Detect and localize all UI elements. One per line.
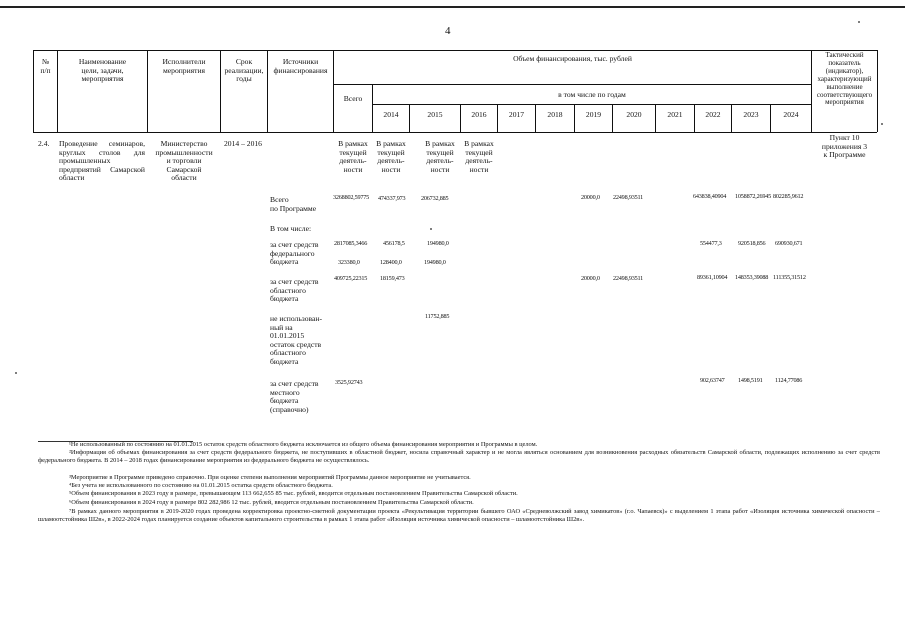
header-year: 2019	[585, 110, 602, 119]
value-fed-2014-b: 128400,0	[380, 259, 402, 266]
header-year: 2017	[508, 110, 525, 119]
footnote: ²Информация об объемах финансирования за счет средств федерального бюджета, не поступивших в областной бюджет, носила справочный характер и не могла являться основанием для возникновения расходных обязательств Самарской области, подлежащих исполнению за счет средств федерального бюджета. В 2014 – 2018 годах финансирование мероприятия из федерального бюджета не осуществлялось.	[38, 449, 880, 465]
header-year: 2020	[626, 110, 642, 119]
footnote: ³Мероприятие в Программе приведено справочно. При оценке степени выполнения мероприятий Программы данное мероприятие не учитывается.	[69, 474, 471, 481]
header-source: Источники финансирования	[273, 57, 328, 75]
header-num: № п/п	[40, 57, 51, 75]
value-fed-2023: 920518,856	[738, 240, 766, 247]
footnote: ⁴Без учета не использованного по состоянию на 01.01.2015 остатка средств областного бюджета.	[69, 482, 333, 489]
value-total-all: 3268802,59775	[333, 194, 370, 201]
row-name: Проведение семинаров, круглых столов для промышленных предприятий Самарской области	[59, 139, 145, 182]
header-term: Срок реализации, годы	[224, 57, 264, 83]
header-year: 2014	[383, 110, 399, 119]
source-local: за счет средств местного бюджета (справочно)	[270, 379, 319, 414]
header-year: 2023	[743, 110, 759, 119]
scan-speck	[881, 123, 883, 125]
header-name: Наименование цели, задачи, мероприятия	[78, 57, 127, 83]
source-total: Всего по Программе	[270, 195, 317, 213]
value-fed-2022: 554477,3	[700, 240, 722, 247]
source-regional: за счет средств областного бюджета	[270, 277, 319, 303]
source-including: В том числе:	[270, 224, 312, 233]
scan-speck	[858, 21, 860, 23]
value-total-2024: 802285,9612	[773, 193, 804, 200]
row-note-2016: В рамках текущей деятель- ности	[464, 139, 494, 174]
value-local-all: 3525,92743	[335, 379, 363, 386]
header-year: 2015	[427, 110, 443, 119]
value-total-2020: 22498,93511	[613, 194, 644, 201]
value-total-2014: 474337,973	[378, 195, 406, 202]
value-local-2023: 1498,5191	[738, 377, 763, 384]
value-local-2024: 1124,77086	[775, 377, 803, 384]
top-border-line	[0, 6, 905, 8]
value-reg-2014: 18159,473	[380, 275, 405, 282]
value-unused-2015: 11752,885	[425, 313, 450, 320]
row-term: 2014 – 2016	[224, 139, 262, 148]
header-years-group: в том числе по годам	[558, 90, 626, 99]
header-year: 2021	[667, 110, 683, 119]
value-reg-2019: 20000,0	[581, 275, 600, 282]
value-total-2022: 643838,40904	[693, 193, 727, 200]
value-total-2019: 20000,0	[581, 194, 600, 201]
footnote: ⁵Объем финансирования в 2023 году в размере, превышающем 113 662,655 85 тыс. рублей, вводится отдельным постановлением Правительства Самарской области.	[69, 490, 518, 497]
row-executor: Министерство промышленности и торговли Самарской области	[155, 139, 213, 182]
page-number: 4	[445, 25, 451, 37]
row-note-2014: В рамках текущей деятель- ности	[376, 139, 406, 174]
value-reg-2022: 89361,10904	[697, 274, 728, 281]
header-volume: Объем финансирования, тыс. рублей	[513, 54, 632, 63]
row-number: 2.4.	[38, 139, 50, 148]
value-fed-2015-b: 194980,0	[424, 259, 446, 266]
footnote: ¹Не использованный по состоянию на 01.01.2015 остаток средств областного бюджета исключается из общего объема финансирования мероприятия и Программы в целом.	[69, 441, 538, 448]
value-total-2023: 1058872,26945	[735, 193, 772, 200]
scan-speck	[430, 228, 432, 230]
value-fed-all: 2817085,3466	[334, 240, 368, 247]
source-federal: за счет средств федерального бюджета	[270, 240, 319, 266]
footnote: ⁶Объем финансирования в 2024 году в размере 802 282,986 12 тыс. рублей, вводится отдельным постановлением Правительства Самарской области.	[69, 499, 474, 506]
header-year: 2016	[471, 110, 487, 119]
value-reg-all: 409725,22315	[334, 275, 368, 282]
header-year: 2022	[705, 110, 721, 119]
header-executor: Исполнители мероприятия	[162, 57, 206, 75]
value-fed-2024: 690930,671	[775, 240, 803, 247]
scan-speck	[15, 372, 17, 374]
header-year: 2024	[783, 110, 799, 119]
footnote: ⁷В рамках данного мероприятия в 2019-2020 годах проведена корректировка проектно-сметной документации проекта «Рекультивация территории бывшего ОАО «Средневолжский завод химикатов» (г.о. Чапаевск)» с выделением 1 этапа работ «Изоляция источника химической опасности – шламоотстойника Ш2в», в 2022-2024 годах планируется создание объектов капитального строительства в рамках 1 этапа работ «Изоляция источника химической опасности – шламоотстойника Ш2в».	[38, 508, 880, 524]
row-note-total: В рамках текущей деятель- ности	[338, 139, 368, 174]
row-indicator: Пункт 10 приложения 3 к Программе	[821, 133, 868, 159]
value-reg-2024: 111355,31512	[773, 274, 806, 281]
header-year: 2018	[547, 110, 563, 119]
value-fed-2015: 194980,0	[427, 240, 449, 247]
value-reg-2023: 148353,39088	[735, 274, 769, 281]
value-reg-2020: 22498,93511	[613, 275, 644, 282]
value-total-2015: 206732,885	[421, 195, 449, 202]
header-indicator: Тактический показатель (индикатор), характеризующий выполнение соответствующего мероприятия	[816, 51, 873, 107]
value-fed-all-b: 323380,0	[338, 259, 360, 266]
header-total: Всего	[343, 94, 363, 103]
row-note-2015: В рамках текущей деятель- ности	[425, 139, 455, 174]
value-fed-2014: 456178,5	[383, 240, 405, 247]
value-local-2022: 902,63747	[700, 377, 725, 384]
source-unused: не использован- ный на 01.01.2015 остаток средств областного бюджета	[270, 314, 322, 366]
